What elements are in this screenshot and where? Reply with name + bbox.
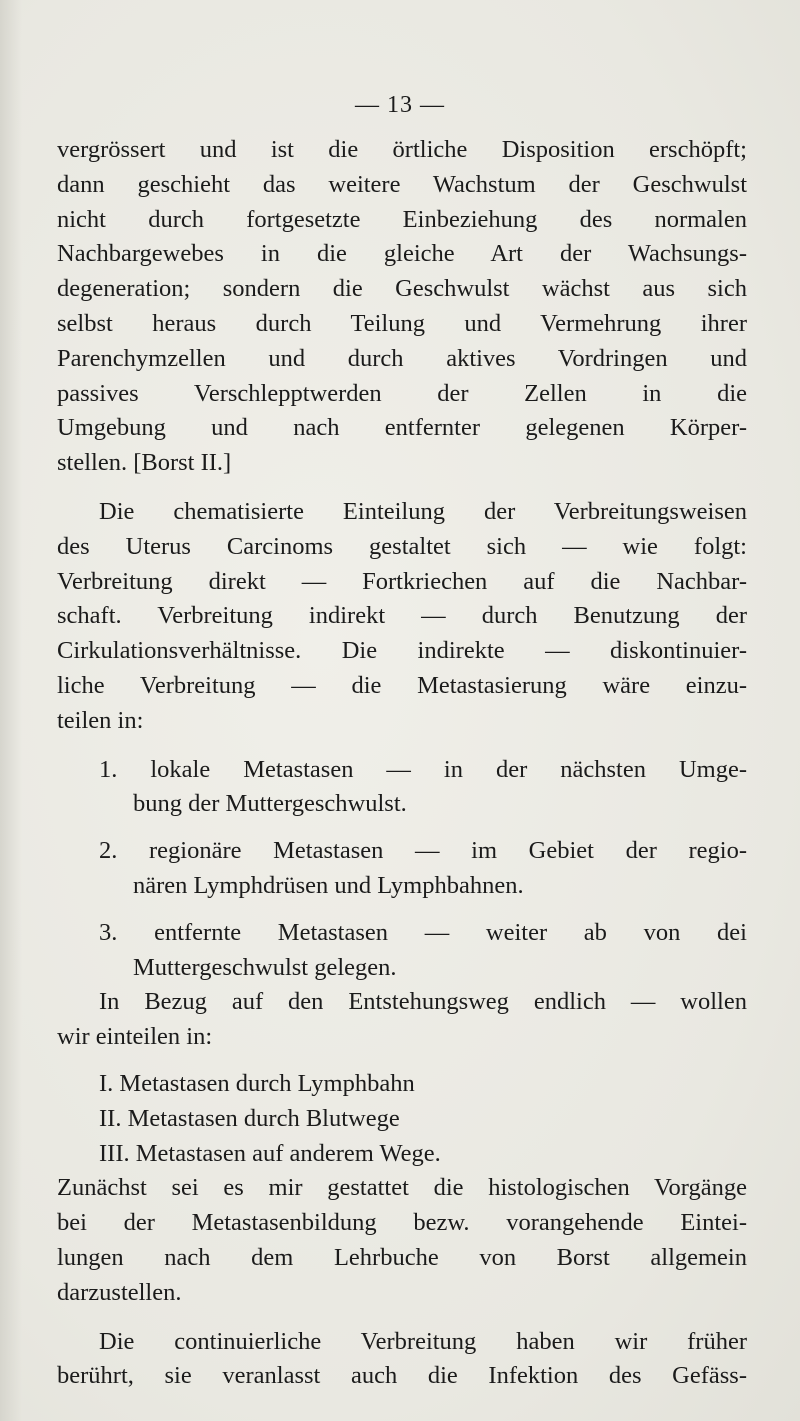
text-line: Umgebung und nach entfernter gelegenen Körper- [57,414,747,442]
paragraph-4 [57,1171,747,1310]
metastasis-location-list [57,753,747,986]
paragraph-1 [57,133,747,481]
text-line: selbst heraus durch Teilung und Vermehrung ihrer [57,309,747,337]
text-line: darzustellen. [57,1278,182,1306]
list-item: 1. lokale Metastasen — in der nächsten Umge- [99,755,747,783]
text-line: Zunächst sei es mir gestattet die histologischen Vorgänge [57,1174,747,1202]
list-item-continuation: Muttergeschwulst gelegen. [133,953,397,981]
text-line: Die chematisierte Einteilung der Verbreitungsweisen [99,497,747,525]
text-line: teilen in: [57,706,144,734]
text-line: schaft. Verbreitung indirekt — durch Benutzung der [57,602,747,630]
text-line: wir einteilen in: [57,1023,213,1051]
list-item: I. Metastasen durch Lymphbahn [99,1069,415,1097]
paragraph-3 [57,985,747,1055]
text-line: Verbreitung direkt — Fortkriechen auf die Nachbar- [57,567,747,595]
text-line: stellen. [Borst II.] [57,449,232,477]
text-line: nicht durch fortgesetzte Einbeziehung des normalen [57,205,747,233]
paragraph-2 [57,495,747,739]
page-number: — 13 — [355,92,445,118]
text-line: bei der Metastasenbildung bezw. vorangehende Eintei- [57,1209,747,1237]
text-line: Die continuierliche Verbreitung haben wir früher [99,1327,747,1355]
list-item: 2. regionäre Metastasen — im Gebiet der regio- [99,837,747,865]
text-line: Cirkulationsverhältnisse. Die indirekte — diskontinuier- [57,637,747,665]
list-item-continuation: bung der Muttergeschwulst. [133,790,407,818]
list-item: II. Metastasen durch Blutwege [99,1104,400,1132]
paragraph-5 [57,1325,747,1395]
text-line: des Uterus Carcinoms gestaltet sich — wie folgt: [57,532,747,560]
text-line: passives Verschlepptwerden der Zellen in die [57,379,747,407]
text-line: In Bezug auf den Entstehungsweg endlich — wollen [99,988,747,1016]
text-line: dann geschieht das weitere Wachstum der Geschwulst [57,170,747,198]
page-body [57,133,747,1394]
page-edge-shadow [0,0,22,1421]
list-item-continuation: nären Lymphdrüsen und Lymphbahnen. [133,871,524,899]
text-line: lungen nach dem Lehrbuche von Borst allgemein [57,1243,747,1271]
origin-pathway-list [57,1067,747,1171]
text-line: Parenchymzellen und durch aktives Vordringen und [57,344,747,372]
list-item: III. Metastasen auf anderem Wege. [99,1139,441,1167]
text-line: vergrössert und ist die örtliche Disposition erschöpft; [57,136,747,163]
text-line: degeneration; sondern die Geschwulst wächst aus sich [57,275,747,303]
list-item: 3. entfernte Metastasen — weiter ab von dei [99,918,747,946]
text-line: liche Verbreitung — die Metastasierung wäre einzu- [57,671,747,699]
text-line: Nachbargewebes in die gleiche Art der Wachsungs- [57,240,747,268]
text-line: berührt, sie veranlasst auch die Infektion des Gefäss- [57,1362,747,1390]
